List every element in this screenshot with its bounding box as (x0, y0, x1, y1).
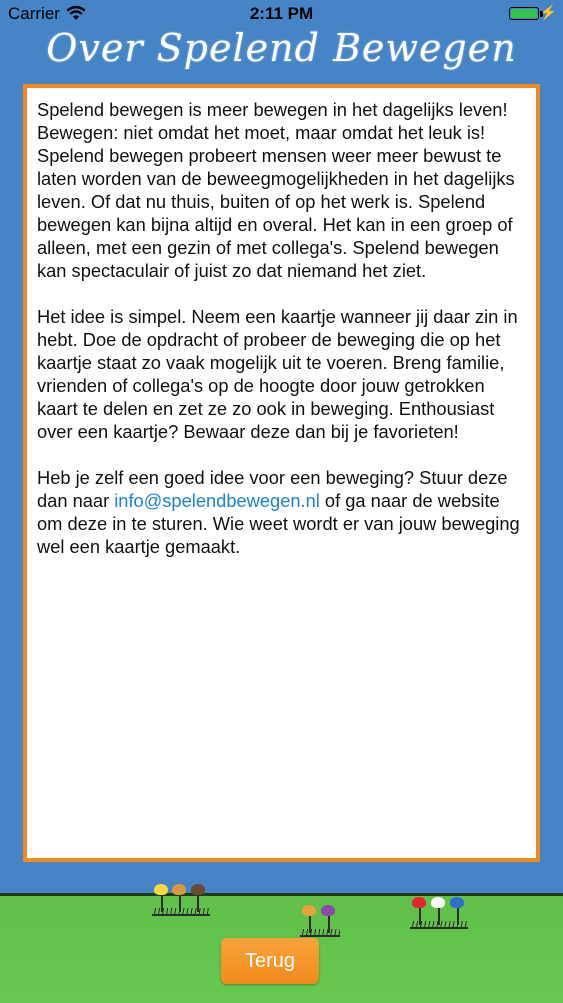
flower-icon (410, 897, 470, 929)
about-paragraph-2: Het idee is simpel. Neem een kaartje wanneer jij daar zin in hebt. Doe de opdracht of probeer de beweging die op het kaartje staat zo vaak mogelijk uit te voeren. Breng familie, vrienden of collega's op de hoogte door jouw getrokken kaart te delen en zet ze zo ook in beweging. Enthousiast over een kaartje? Bewaar deze dan bij je favorieten! (37, 306, 518, 442)
paragraph-3-outro: of ga naar de website om deze in te sturen. Wie weet wordt er van jouw beweging wel een kaartje gemaakt. (37, 490, 520, 557)
about-text-card (23, 84, 540, 862)
flower-icon (152, 884, 212, 916)
carrier-label: Carrier (8, 4, 60, 23)
email-link[interactable]: info@spelendbewegen.nl (114, 490, 320, 511)
about-paragraph-1: Spelend bewegen is meer bewegen in het dagelijks leven! Bewegen: niet omdat het moet, maar omdat het leuk is! Spelend bewegen probeert mensen weer meer bewust te laten worden van de beweegmogelijkheden in het dagelijks leven. Of dat nu thuis, buiten of op het werk is. Spelend bewegen kan bijna altijd en overal. Het kan in een groep of alleen, met een gezin of met collega's. Spelend bewegen kan spectaculair of juist zo dat niemand het ziet. (37, 99, 515, 281)
battery-fill (511, 9, 537, 18)
battery-icon (509, 7, 539, 20)
charging-bolt-icon: ⚡ (539, 4, 557, 20)
flower-icon (300, 905, 342, 937)
status-time: 2:11 PM (249, 4, 314, 23)
about-paragraph-3 (37, 466, 526, 558)
page-title: Over Spelend Bewegen (46, 26, 517, 70)
back-button[interactable]: Terug (221, 938, 319, 984)
paragraph-3-intro: Heb je zelf een goed idee voor een beweging? Stuur deze dan naar (37, 467, 508, 511)
